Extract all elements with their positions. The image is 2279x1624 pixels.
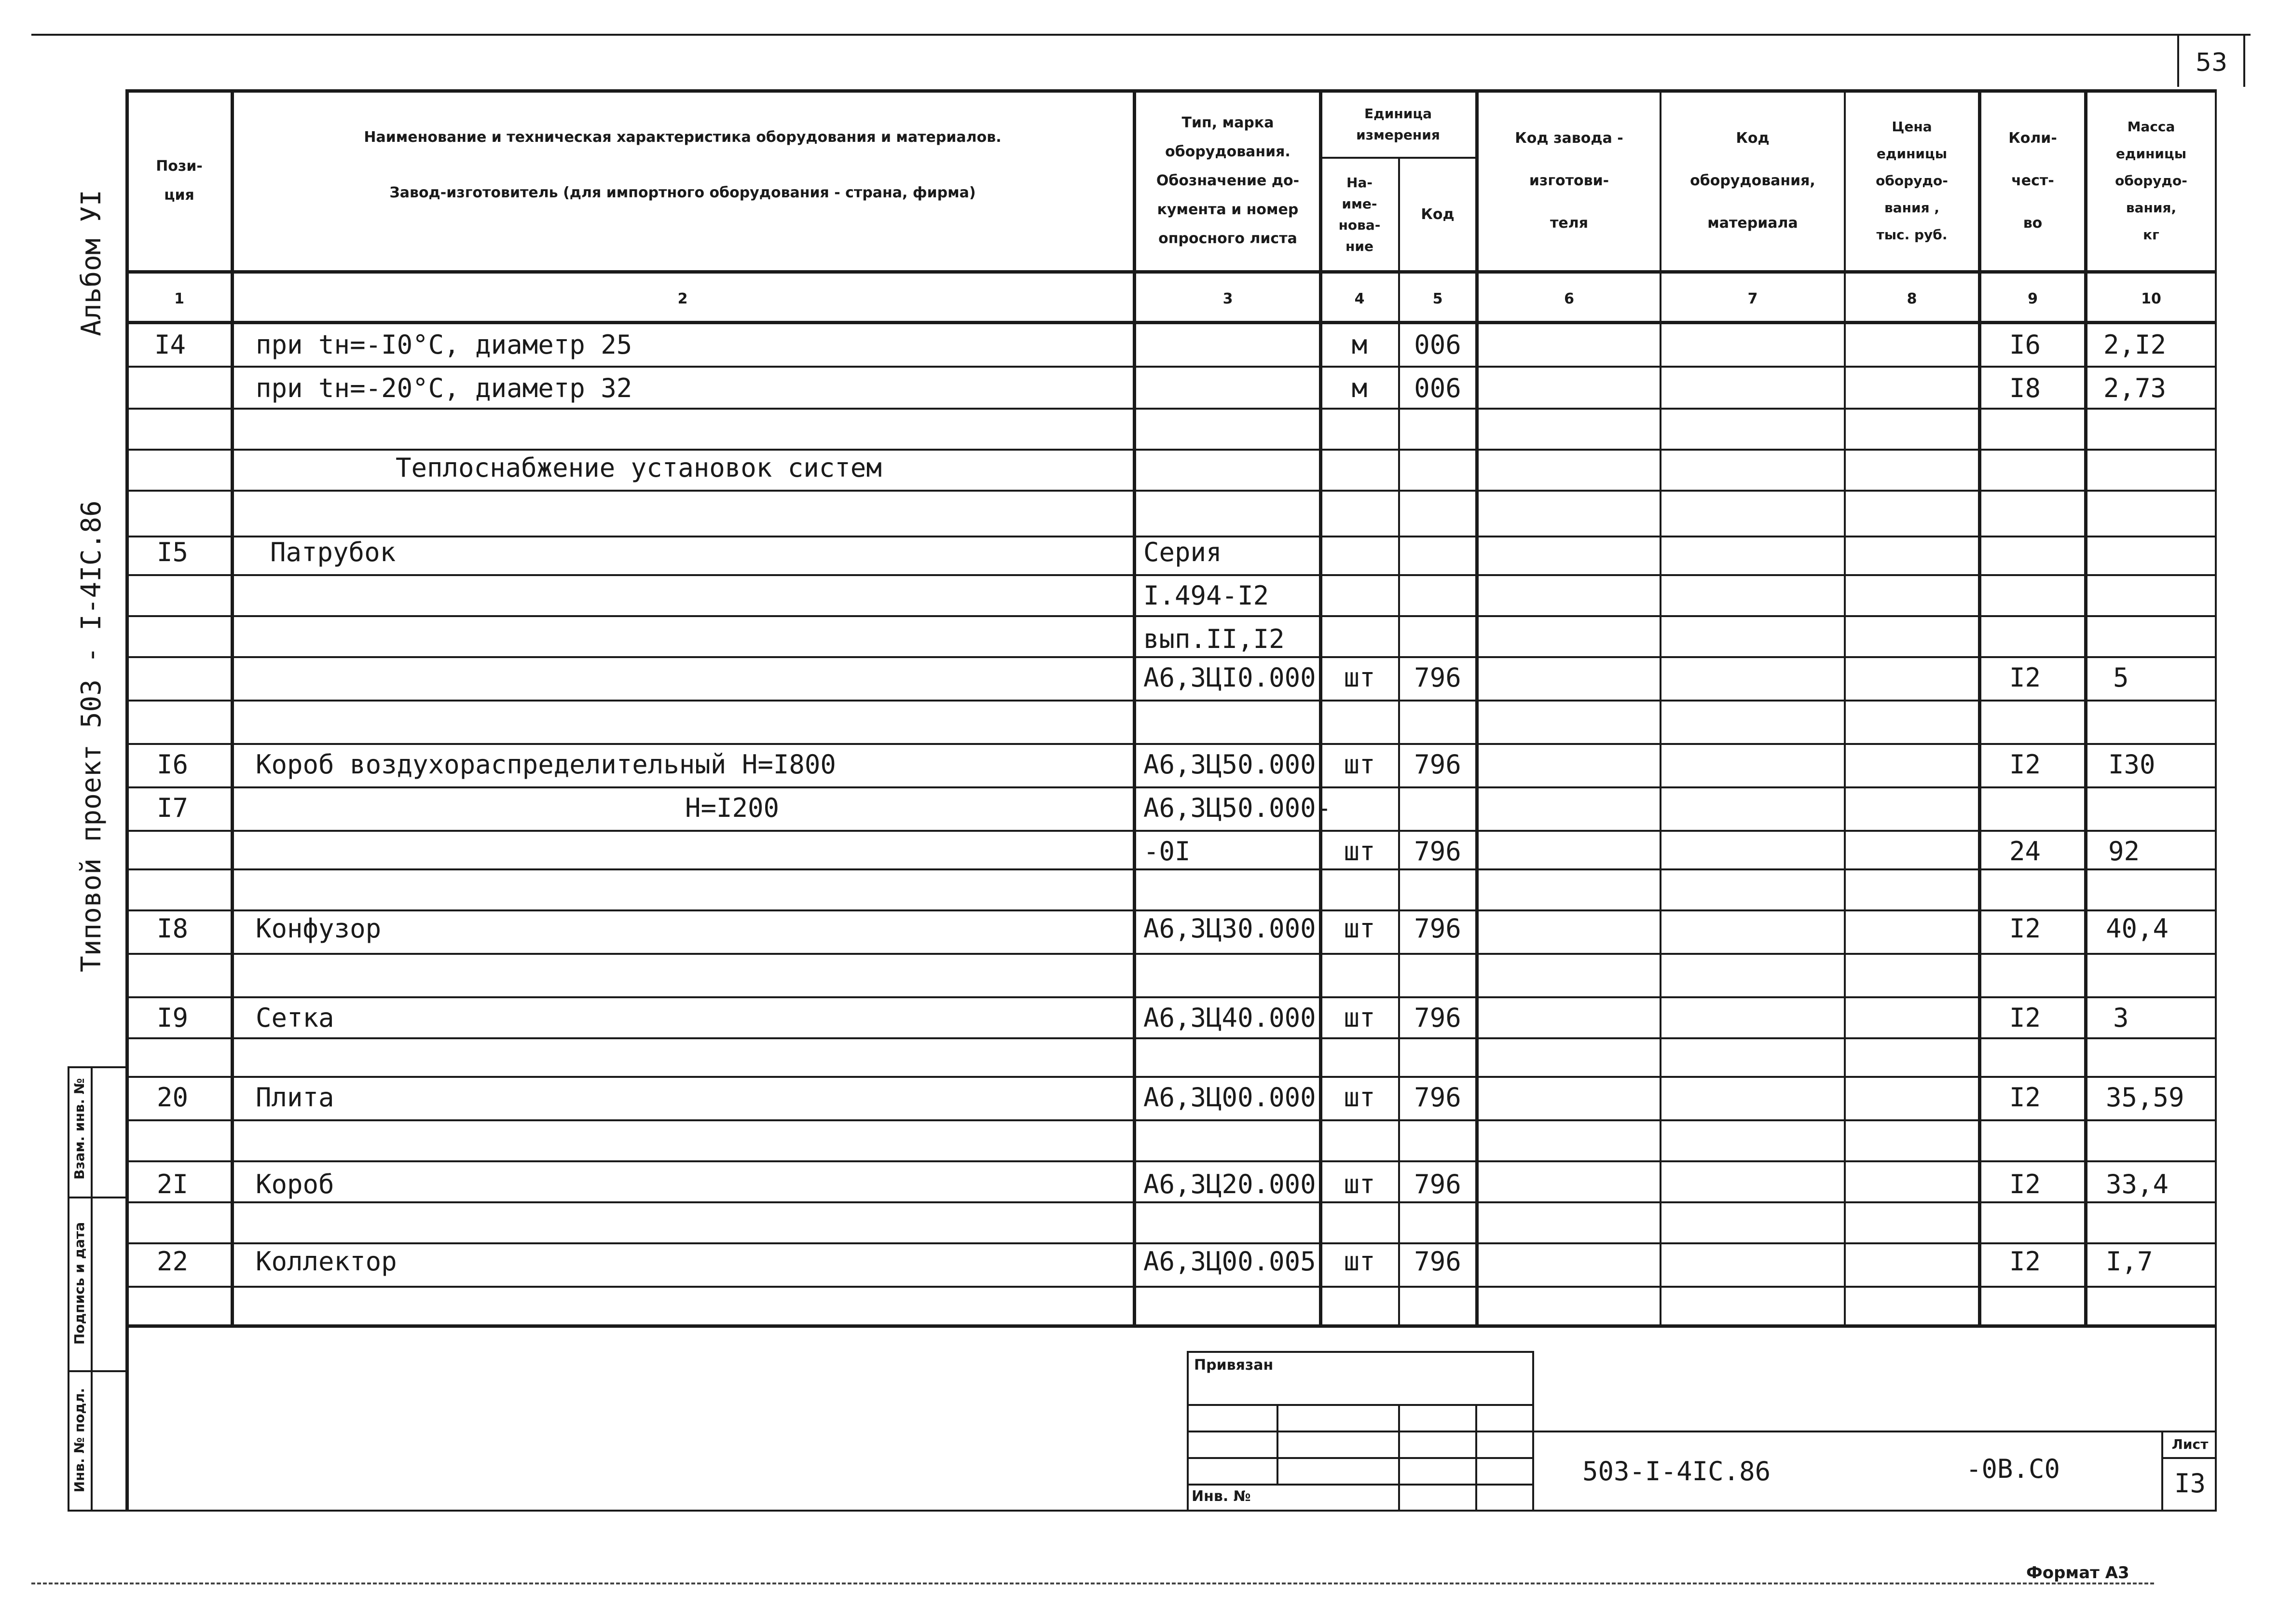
table-cell-quantity: I8 bbox=[2009, 373, 2041, 403]
table-cell-mass: 92 bbox=[2108, 836, 2140, 867]
row-line bbox=[125, 953, 2217, 955]
table-cell-unit: м bbox=[1351, 330, 1368, 360]
top-border bbox=[31, 34, 2251, 36]
table-cell-type: Серия bbox=[1143, 537, 1222, 567]
col-line-7 bbox=[1844, 89, 1846, 1327]
table-cell-type: А6,3Ц20.000 bbox=[1143, 1169, 1316, 1199]
table-cell-mass: 33,4 bbox=[2106, 1169, 2169, 1199]
table-cell-mass: I30 bbox=[2108, 749, 2155, 780]
row-line bbox=[125, 615, 2217, 617]
table-cell-position: 2I bbox=[157, 1169, 189, 1199]
header-position: Пози- ция bbox=[156, 158, 203, 204]
table-cell-unit: шт bbox=[1344, 913, 1375, 944]
header-quantity: Коли- чест- во bbox=[2008, 130, 2057, 232]
header-name-line1: Наименование и техническая характеристика оборудования и материалов. bbox=[364, 129, 1002, 146]
row-line bbox=[125, 366, 2217, 368]
col-number-6: 6 bbox=[1564, 290, 1574, 307]
binding-box-line bbox=[1187, 1457, 1534, 1459]
row-line bbox=[125, 1076, 2217, 1078]
stamp-strip-left bbox=[68, 1066, 69, 1512]
table-cell-mass: I,7 bbox=[2106, 1246, 2153, 1277]
binding-box-col bbox=[1398, 1404, 1400, 1510]
col-number-1: 1 bbox=[174, 290, 184, 307]
table-cell-type: А6,3Ц40.000 bbox=[1143, 1003, 1316, 1033]
binding-box-line bbox=[1187, 1431, 1534, 1432]
bottom-cut-line bbox=[31, 1583, 2154, 1584]
table-cell-code: 796 bbox=[1414, 1003, 1461, 1033]
row-line bbox=[125, 490, 2217, 492]
table-cell-position: 20 bbox=[157, 1082, 189, 1113]
table-cell-mass: 35,59 bbox=[2106, 1082, 2184, 1113]
table-cell-code: 796 bbox=[1414, 913, 1461, 944]
col-number-10: 10 bbox=[2141, 290, 2161, 307]
table-cell-position: I8 bbox=[157, 913, 189, 944]
col-number-8: 8 bbox=[1907, 290, 1917, 307]
table-cell-code: 796 bbox=[1414, 1169, 1461, 1199]
document-suffix: -0В.С0 bbox=[1966, 1454, 2060, 1484]
header-name-line2: Завод-изготовитель (для импортного оборудования - страна, фирма) bbox=[389, 184, 976, 201]
row-line bbox=[125, 1119, 2217, 1121]
table-cell-quantity: I2 bbox=[2009, 1082, 2041, 1113]
document-code: 503-I-4IC.86 bbox=[1582, 1456, 1771, 1486]
table-cell-type: А6,3Ц00.005 bbox=[1143, 1246, 1316, 1277]
table-cell-type: А6,3Ц50.000- bbox=[1143, 793, 1332, 823]
table-bottom-border bbox=[68, 1510, 2217, 1512]
stamp-line-1 bbox=[68, 1066, 127, 1068]
row-line bbox=[125, 1242, 2217, 1244]
table-cell-name: при tн=-20°C, диаметр 32 bbox=[256, 373, 632, 403]
title-block-top bbox=[1532, 1431, 2217, 1432]
stamp-label-vzam: Взам. инв. № bbox=[71, 1078, 87, 1180]
table-cell-quantity: 24 bbox=[2009, 836, 2041, 867]
table-cell-quantity: I2 bbox=[2009, 1169, 2041, 1199]
table-cell-mass: 3 bbox=[2113, 1003, 2129, 1033]
row-line bbox=[125, 1201, 2217, 1203]
stamp-strip-divider bbox=[91, 1066, 93, 1512]
table-cell-mass: 5 bbox=[2113, 662, 2129, 693]
section-heading: Теплоснабжение установок систем bbox=[396, 453, 882, 483]
sheet-label: Лист bbox=[2171, 1436, 2209, 1452]
table-cell-position: I7 bbox=[157, 793, 189, 823]
header-unit-name: На- име- нова- ние bbox=[1338, 175, 1381, 254]
row-line bbox=[125, 574, 2217, 576]
side-project-title: Типовой проект 503 - I-4IC.86 bbox=[76, 500, 107, 972]
header-equipment-code: Код оборудования, материала bbox=[1690, 130, 1815, 232]
table-cell-unit: шт bbox=[1344, 1169, 1375, 1199]
table-cell-name: Сетка bbox=[256, 1003, 334, 1033]
table-cell-code: 796 bbox=[1414, 662, 1461, 693]
col-line-1 bbox=[231, 89, 234, 1327]
table-cell-name: Короб bbox=[256, 1169, 334, 1199]
table-cell-unit: м bbox=[1351, 373, 1368, 403]
stamp-line-3 bbox=[68, 1370, 127, 1372]
col-number-9: 9 bbox=[2028, 290, 2038, 307]
header-unit-group: Единица измерения bbox=[1356, 105, 1440, 143]
col-line-2 bbox=[1133, 89, 1136, 1327]
table-cell-name: Короб воздухораспределительный Н=I800 bbox=[256, 749, 836, 780]
row-line bbox=[125, 743, 2217, 745]
row-line bbox=[125, 656, 2217, 658]
table-cell-code: 796 bbox=[1414, 836, 1461, 867]
row-line bbox=[125, 449, 2217, 451]
format-label: Формат А3 bbox=[2026, 1563, 2129, 1583]
table-cell-unit: шт bbox=[1344, 749, 1375, 780]
table-cell-name: Коллектор bbox=[256, 1246, 397, 1277]
col-line-6 bbox=[1660, 89, 1661, 1327]
unit-group-divider bbox=[1319, 157, 1477, 159]
side-album-title: Альбом УI bbox=[76, 190, 107, 336]
binding-box-top bbox=[1187, 1351, 1534, 1353]
table-cell-type: вып.II,I2 bbox=[1143, 624, 1285, 654]
table-cell-code: 006 bbox=[1414, 330, 1461, 360]
col-line-9 bbox=[2084, 89, 2087, 1327]
table-cell-position: I4 bbox=[154, 330, 186, 360]
binding-label: Привязан bbox=[1194, 1357, 1274, 1374]
header-mass: Масса единицы оборудо- вания, кг bbox=[2115, 119, 2187, 243]
row-line bbox=[125, 909, 2217, 911]
table-cell-type: А6,3Ц30.000 bbox=[1143, 913, 1316, 944]
table-cell-type: I.494-I2 bbox=[1143, 580, 1269, 611]
col-line-8 bbox=[1978, 89, 1981, 1327]
binding-box-col bbox=[1277, 1404, 1278, 1484]
stamp-line-2 bbox=[68, 1197, 127, 1198]
sheet-box-divider bbox=[2161, 1457, 2217, 1459]
table-cell-name: при tн=-I0°C, диаметр 25 bbox=[256, 330, 632, 360]
binding-box-line bbox=[1187, 1484, 1534, 1486]
table-cell-name: Конфузор bbox=[256, 913, 382, 944]
row-line bbox=[125, 700, 2217, 702]
header-price: Цена единицы оборудо- вания , тыс. руб. bbox=[1876, 119, 1948, 243]
table-body-bottom-line bbox=[125, 1324, 2217, 1328]
table-cell-quantity: I2 bbox=[2009, 1246, 2041, 1277]
table-cell-code: 796 bbox=[1414, 1082, 1461, 1113]
row-line bbox=[125, 996, 2217, 998]
header-unit-code: Код bbox=[1421, 206, 1455, 223]
row-line bbox=[125, 830, 2217, 832]
table-cell-name: Плита bbox=[256, 1082, 334, 1113]
row-line bbox=[125, 786, 2217, 788]
row-line bbox=[125, 1160, 2217, 1162]
table-cell-unit: шт bbox=[1344, 662, 1375, 693]
col-number-5: 5 bbox=[1432, 290, 1443, 307]
binding-box-line bbox=[1187, 1404, 1534, 1406]
table-cell-name: Н=I200 bbox=[685, 793, 780, 823]
binding-box-col bbox=[1475, 1404, 1477, 1510]
table-cell-code: 796 bbox=[1414, 1246, 1461, 1277]
table-cell-position: I6 bbox=[157, 749, 189, 780]
row-line bbox=[125, 868, 2217, 870]
col-number-7: 7 bbox=[1747, 290, 1758, 307]
table-cell-code: 796 bbox=[1414, 749, 1461, 780]
col-number-4: 4 bbox=[1354, 290, 1365, 307]
table-cell-position: I9 bbox=[157, 1003, 189, 1033]
table-cell-unit: шт bbox=[1344, 836, 1375, 867]
table-cell-quantity: I2 bbox=[2009, 749, 2041, 780]
table-cell-unit: шт bbox=[1344, 1003, 1375, 1033]
page-number: 53 bbox=[2195, 48, 2228, 77]
table-cell-quantity: I2 bbox=[2009, 662, 2041, 693]
header-manufacturer-code: Код завода - изготови- теля bbox=[1515, 130, 1623, 232]
table-cell-quantity: I6 bbox=[2009, 330, 2041, 360]
table-cell-type: -0I bbox=[1143, 836, 1191, 867]
col-line-5 bbox=[1475, 89, 1479, 1327]
table-cell-position: 22 bbox=[157, 1246, 189, 1277]
row-line bbox=[125, 1286, 2217, 1288]
table-cell-mass: 40,4 bbox=[2106, 913, 2169, 944]
stamp-label-signature: Подпись и дата bbox=[71, 1222, 87, 1345]
sheet-number: I3 bbox=[2174, 1468, 2206, 1499]
stamp-label-inv: Инв. № подл. bbox=[71, 1388, 87, 1493]
page-number-box-right bbox=[2243, 34, 2245, 87]
table-cell-mass: 2,I2 bbox=[2103, 330, 2167, 360]
table-cell-quantity: I2 bbox=[2009, 1003, 2041, 1033]
table-cell-position: I5 bbox=[157, 537, 189, 567]
table-cell-mass: 2,73 bbox=[2103, 373, 2167, 403]
row-line bbox=[125, 1037, 2217, 1039]
table-cell-unit: шт bbox=[1344, 1082, 1375, 1113]
col-line-3 bbox=[1319, 89, 1322, 1327]
table-cell-type: А6,3ЦI0.000 bbox=[1143, 662, 1316, 693]
table-cell-type: А6,3Ц00.000 bbox=[1143, 1082, 1316, 1113]
row-line bbox=[125, 408, 2217, 410]
table-cell-code: 006 bbox=[1414, 373, 1461, 403]
table-cell-name: Патрубок bbox=[270, 537, 396, 567]
page-number-box-left bbox=[2177, 34, 2179, 87]
col-number-2: 2 bbox=[677, 290, 688, 307]
table-cell-unit: шт bbox=[1344, 1246, 1375, 1277]
table-cell-quantity: I2 bbox=[2009, 913, 2041, 944]
numbers-row-bottom-line bbox=[125, 321, 2217, 324]
col-number-3: 3 bbox=[1222, 290, 1233, 307]
table-right-border bbox=[2215, 89, 2217, 1512]
header-type: Тип, марка оборудования. Обозначение до- кумента и номер опросного листа bbox=[1156, 114, 1300, 247]
table-cell-type: А6,3Ц50.000 bbox=[1143, 749, 1316, 780]
inventory-label: Инв. № bbox=[1192, 1488, 1251, 1505]
header-bottom-line bbox=[125, 270, 2217, 274]
